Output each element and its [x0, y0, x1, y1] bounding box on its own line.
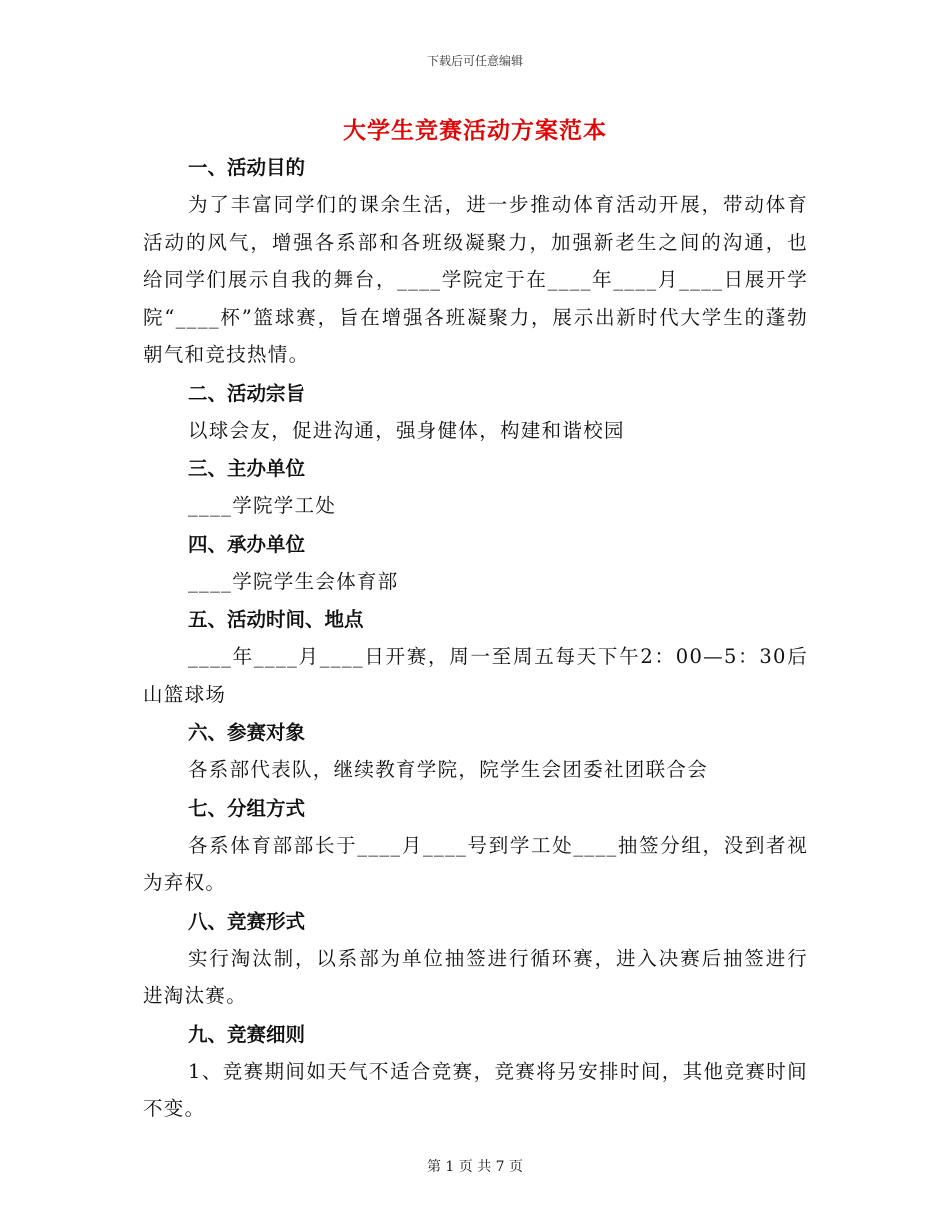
section-paragraph: 各系部代表队，继续教育学院，院学生会团委社团联合会 [188, 758, 709, 781]
document-body [143, 150, 808, 1128]
section-heading: 一、活动目的 [188, 156, 306, 179]
section-heading: 九、竞赛细则 [188, 1022, 306, 1046]
section-paragraph: ____年____月____日开赛，周一至周五每天下午2：00—5：30后山篮球场 [143, 645, 808, 706]
page-footer: 第 1 页 共 7 页 [426, 1159, 524, 1175]
section-paragraph: 为了丰富同学们的课余生活，进一步推动体育活动开展，带动体育活动的风气，增强各系部和各班级凝聚力，加强新老生之间的沟通，也给同学们展示自我的舞台，____学院定于在____年____月____日展开学院“____杯”篮球赛，旨在增强各班凝聚力，展示出新时代大学生的蓬勃朝气和竞技热情。 [143, 193, 808, 366]
section-paragraph: 各系体育部部长于____月____号到学工处____抽签分组，没到者视为弃权。 [143, 833, 808, 894]
section-paragraph: 1、竞赛期间如天气不适合竞赛，竞赛将另安排时间，其他竞赛时间不变。 [143, 1059, 808, 1120]
section-heading: 三、主办单位 [188, 457, 306, 480]
section-heading: 四、承办单位 [188, 532, 306, 556]
section-paragraph: 实行淘汰制，以系部为单位抽签进行循环赛，进入决赛后抽签进行进淘汰赛。 [143, 946, 808, 1007]
section-paragraph: ____学院学工处 [188, 494, 337, 517]
header-note: 下载后可任意编辑 [426, 54, 523, 68]
section-heading: 五、活动时间、地点 [188, 608, 364, 631]
document-title: 大学生竞赛活动方案范本 [343, 117, 607, 144]
section-heading: 八、竞赛形式 [188, 909, 306, 933]
section-paragraph: 以球会友，促进沟通，强身健体，构建和谐校园 [188, 418, 625, 442]
section-heading: 六、参赛对象 [188, 721, 306, 744]
section-heading: 七、分组方式 [188, 796, 306, 820]
section-heading: 二、活动宗旨 [188, 381, 306, 405]
section-paragraph: ____学院学生会体育部 [188, 569, 399, 593]
